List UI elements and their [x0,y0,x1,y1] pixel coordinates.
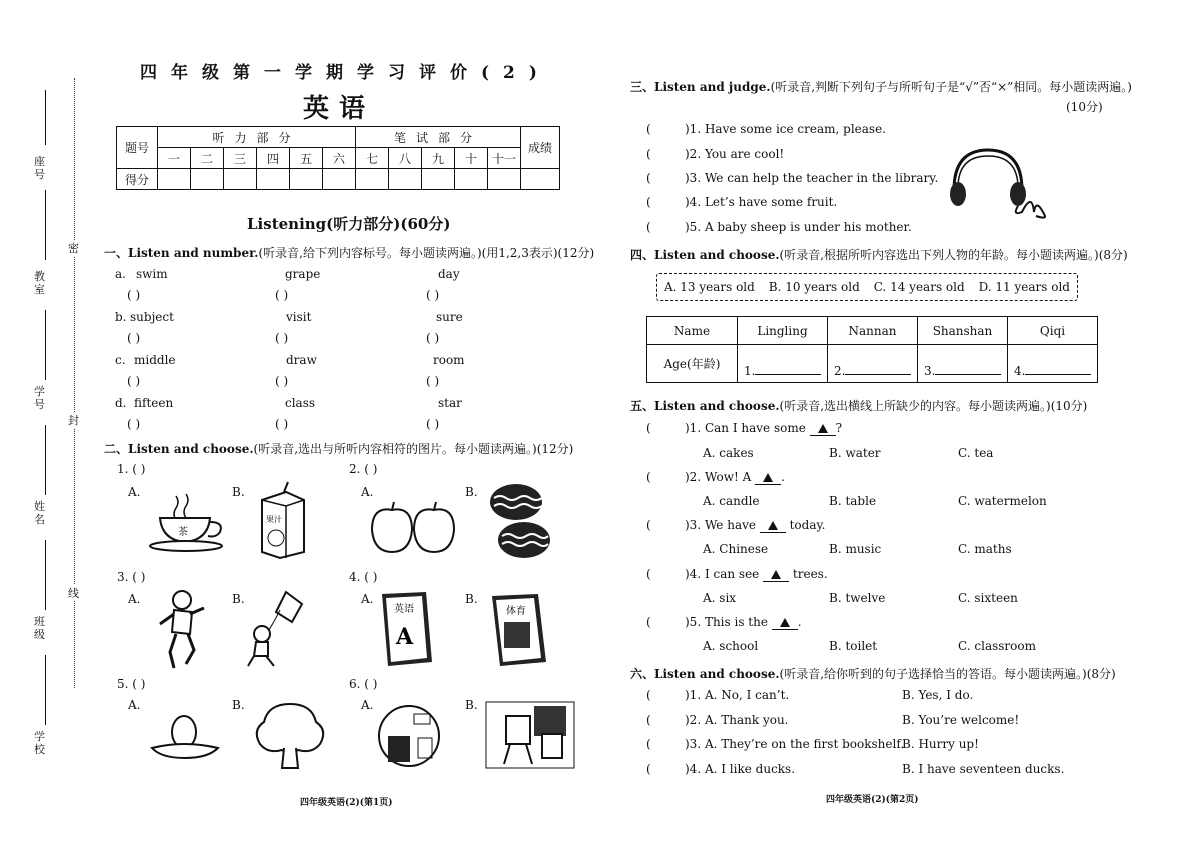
answer-paren[interactable]: ( ) [127,331,141,345]
choose-paren[interactable]: ( [646,518,651,532]
s1-word: room [433,353,465,367]
num-cell: 六 [323,148,356,169]
s2-item[interactable]: 6. ( ) [349,677,378,691]
section5-title: 五、Listen and choose.(听录音,选出横线上所缺少的内容。每小题读两遍。)(10分) [630,399,1088,413]
answer-paren[interactable]: ( ) [426,288,440,302]
blank-triangle-icon [768,521,778,530]
age-blank[interactable]: 3. [918,345,1008,383]
apples-icon [370,500,456,554]
person-name: Nannan [828,317,918,345]
svg-text:A: A [396,624,414,650]
score-input-cell[interactable] [158,169,191,190]
score-input-cell[interactable] [290,169,323,190]
tree-icon [252,700,328,770]
reply-b: B. You’re welcome! [902,713,1020,727]
answer-paren[interactable]: ( ) [127,374,141,388]
s1-word: day [438,267,460,281]
age-blank[interactable]: 1. [738,345,828,383]
art-room-icon [484,698,576,772]
s1-word: star [438,396,462,410]
reply-paren[interactable]: ( [646,737,651,751]
choose-opt: B. toilet [829,639,878,653]
s1-row-label: b. [115,310,127,324]
writing-part-cell: 笔试部分 [356,127,521,148]
section1-title: 一、Listen and number.(听录音,给下列内容标号。每小题读两遍。)(用1,2,3表示)(12分) [104,246,595,260]
num-cell: 三 [224,148,257,169]
section6-title: 六、Listen and choose.(听录音,给你听到的句子选择恰当的答语。每小题读两遍。)(8分) [630,667,1116,681]
answer-paren[interactable]: ( ) [127,288,141,302]
answer-paren[interactable]: ( ) [426,374,440,388]
num-cell: 八 [389,148,422,169]
choose-opt: C. maths [958,542,1012,556]
person-name: Shanshan [918,317,1008,345]
s1-word: draw [286,353,317,367]
opt-b: B. [232,485,245,499]
score-input-cell[interactable] [224,169,257,190]
answer-paren[interactable]: ( ) [275,374,289,388]
seal-xian: 线 [68,587,79,600]
choose-item: )3. We have today. [685,518,826,532]
boy-kite-icon [244,590,306,670]
seat-line [45,90,46,145]
listening-part-cell: 听力部分 [158,127,356,148]
opt-b: B. [465,485,478,499]
name-line [45,425,46,495]
answer-paren[interactable]: ( ) [426,331,440,345]
english-book-icon [376,588,438,670]
judge-item: )1. Have some ice cream, please. [685,122,886,136]
choose-opt: A. six [703,591,737,605]
juice-label: 果汁 [266,515,282,524]
studentno-line [45,310,46,380]
opt-a: A. [128,592,141,606]
age-option: A. 13 years old [663,280,755,294]
opt-a: A. [361,485,374,499]
judge-paren[interactable]: ( [646,171,651,185]
choose-opt: B. water [829,446,881,460]
num-cell: 二 [191,148,224,169]
pe-book-icon [486,590,552,670]
answer-paren[interactable]: ( ) [275,331,289,345]
s1-word: grape [285,267,321,281]
tea-cup-icon [148,490,230,552]
num-cell: 九 [422,148,455,169]
s2-item[interactable]: 1. ( ) [117,462,146,476]
headphones-icon [946,148,1050,214]
watermelon-icon [488,480,550,562]
answer-paren[interactable]: ( ) [275,417,289,431]
s2-item[interactable]: 3. ( ) [117,570,146,584]
s2-item[interactable]: 2. ( ) [349,462,378,476]
choose-opt: A. school [703,639,759,653]
score-input-cell[interactable] [191,169,224,190]
judge-paren[interactable]: ( [646,147,651,161]
s1-word: sure [436,310,463,324]
s1-word: subject [130,310,174,324]
class-line [45,540,46,610]
reply-paren[interactable]: ( [646,688,651,702]
choose-item: )2. Wow! A . [685,470,785,484]
choose-opt: C. classroom [958,639,1036,653]
name-label: 姓名 [34,500,45,526]
opt-b: B. [465,592,478,606]
judge-item: )5. A baby sheep is under his mother. [685,220,912,234]
s2-item[interactable]: 5. ( ) [117,677,146,691]
reply-b: B. Hurry up! [902,737,979,751]
reply-b: B. Yes, I do. [902,688,974,702]
reply-a: )4. A. I like ducks. [685,762,796,776]
subject-title: 英语 [303,94,376,124]
school-line [45,655,46,725]
blank-triangle-icon [763,473,773,482]
section2-title: 二、Listen and choose.(听录音,选出与所听内容相符的图片。每小题读两遍。)(12分) [104,442,574,456]
age-option: B. 10 years old [768,280,860,294]
cup-label: 茶 [178,527,188,538]
num-cell: 十 [455,148,488,169]
seat-label: 座号 [34,155,45,181]
choose-paren[interactable]: ( [646,567,651,581]
choose-opt: B. table [829,494,877,508]
s1-word: visit [286,310,312,324]
score-table [116,126,560,190]
section3-score: (10分) [1066,100,1103,114]
juice-box-icon [254,486,310,558]
classroom-line [45,190,46,260]
s1-word: class [285,396,316,410]
defen-cell: 得分 [117,169,158,190]
school-label: 学校 [34,730,45,756]
opt-a: A. [361,698,374,712]
section4-title: 四、Listen and choose.(听录音,根据所听内容选出下列人物的年龄。每小题读两遍。)(8分) [630,248,1128,262]
section3-title: 三、Listen and judge.(听录音,判断下列句子与所听句子是“√”否“×”相同。每小题读两遍。) [630,80,1132,94]
age-options-box [656,273,1078,301]
s1-row-label: a. [115,267,126,281]
score-input-cell[interactable] [488,169,521,190]
footer-right: 四年级英语(2)(第2页) [826,795,919,805]
book1-label: 英语 [394,604,414,615]
opt-b: B. [232,698,245,712]
answer-paren[interactable]: ( ) [275,288,289,302]
class-label: 班级 [34,615,45,641]
s2-item[interactable]: 4. ( ) [349,570,378,584]
num-cell: 七 [356,148,389,169]
seal-feng: 封 [68,414,79,427]
person-name: Lingling [738,317,828,345]
opt-a: A. [361,592,374,606]
score-input-cell[interactable] [455,169,488,190]
s1-word: fifteen [134,396,174,410]
s1-word: swim [136,267,168,281]
footer-left: 四年级英语(2)(第1页) [300,798,393,808]
chengji-cell: 成绩 [521,127,560,169]
blank-triangle-icon [780,618,790,627]
reply-a: )2. A. Thank you. [685,713,789,727]
age-blank[interactable]: 4. [1008,345,1098,383]
choose-item: )5. This is the . [685,615,802,629]
egg-plate-icon [148,716,222,762]
person-name: Qiqi [1008,317,1098,345]
s1-row-label: d. [115,396,127,410]
reply-paren[interactable]: ( [646,713,651,727]
name-header: Name [647,317,738,345]
blank-triangle-icon [771,570,781,579]
num-cell: 一 [158,148,191,169]
age-blank[interactable]: 2. [828,345,918,383]
choose-opt: C. watermelon [958,494,1047,508]
score-input-cell[interactable] [422,169,455,190]
age-option: C. 14 years old [873,280,965,294]
answer-paren[interactable]: ( ) [127,417,141,431]
judge-item: )4. Let’s have some fruit. [685,195,838,209]
age-option: D. 11 years old [978,280,1070,294]
choose-paren[interactable]: ( [646,615,651,629]
judge-paren[interactable]: ( [646,122,651,136]
answer-paren[interactable]: ( ) [426,417,440,431]
score-input-cell[interactable] [323,169,356,190]
opt-b: B. [232,592,245,606]
choose-opt: A. candle [703,494,760,508]
age-table [646,316,1098,383]
reply-a: )1. A. No, I can’t. [685,688,790,702]
seal-mi: 密 [68,242,79,255]
exam-title: 四年级第一学期学习评价(2) [140,63,551,83]
classroom-label: 教室 [34,270,45,296]
choose-paren[interactable]: ( [646,421,651,435]
listening-title: Listening(听力部分)(60分) [247,215,451,233]
choose-item: )4. I can see trees. [685,567,828,581]
reply-a: )3. A. They’re on the first bookshelf. [685,737,905,751]
age-header: Age(年龄) [647,345,738,383]
opt-a: A. [128,485,141,499]
boy-running-icon [156,588,216,674]
score-input-cell[interactable] [356,169,389,190]
num-cell: 四 [257,148,290,169]
choose-opt: C. sixteen [958,591,1018,605]
s1-row-label: c. [115,353,126,367]
choose-item: )1. Can I have some ? [685,421,843,435]
choose-paren[interactable]: ( [646,470,651,484]
student-no-label: 学号 [34,385,45,411]
judge-paren[interactable]: ( [646,195,651,209]
judge-item: )3. We can help the teacher in the library. [685,171,939,185]
choose-opt: A. Chinese [703,542,769,556]
opt-a: A. [128,698,141,712]
score-input-cell[interactable] [521,169,560,190]
judge-item: )2. You are cool! [685,147,785,161]
reply-paren[interactable]: ( [646,762,651,776]
num-cell: 十一 [488,148,521,169]
choose-opt: C. tea [958,446,994,460]
reply-b: B. I have seventeen ducks. [902,762,1065,776]
score-input-cell[interactable] [257,169,290,190]
num-cell: 五 [290,148,323,169]
tihao-cell: 题号 [117,127,158,169]
choose-opt: B. twelve [829,591,886,605]
music-room-icon [378,698,440,774]
blank-triangle-icon [818,424,828,433]
choose-opt: A. cakes [703,446,754,460]
book2-label: 体育 [506,606,526,617]
choose-opt: B. music [829,542,882,556]
score-input-cell[interactable] [389,169,422,190]
s1-word: middle [134,353,176,367]
judge-paren[interactable]: ( [646,220,651,234]
opt-b: B. [465,698,478,712]
